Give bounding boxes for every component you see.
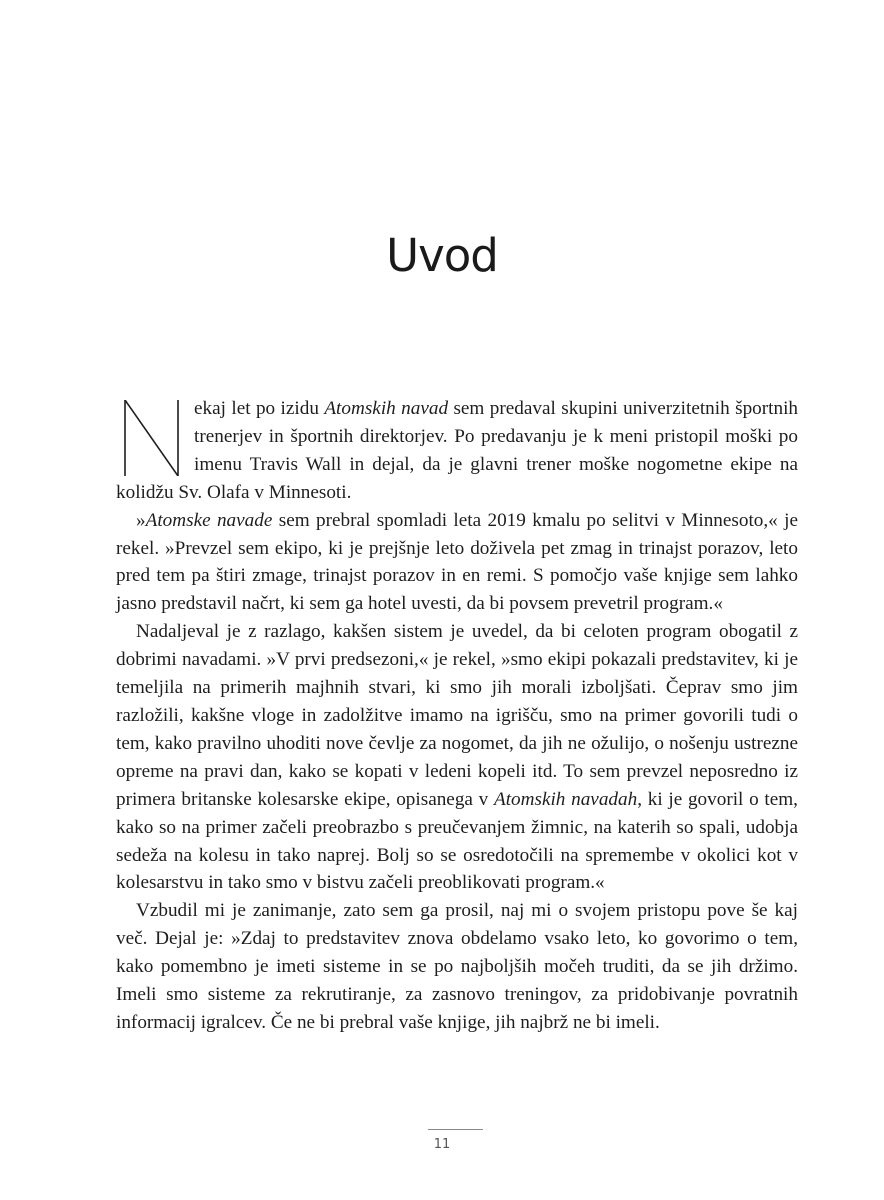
- paragraph-4: [116, 897, 798, 1037]
- paragraph-3-seg-0: Nadaljeval je z razlago, kakšen sistem je uvedel, da bi celoten program obogatil z dobrimi navadami. »V prvi predsezoni,« je rekel, »smo ekipi pokazali predstavitev, ki je temeljila na primerih majhnih stvari, ki smo jih morali izboljšati. Čeprav smo jim razložili, kakšne vloge in zadolžitve imamo na igrišču, smo na primer govorili tudi o tem, kako pravilno uhoditi nove čevlje za nogomet, da jih ne ožulijo, o nošenju ustrezne opreme na pravi dan, kako se kopati v ledeni kopeli itd. To sem prevzel neposredno iz primera britanske kolesarske ekipe, opisanega v: [116, 621, 798, 810]
- book-title-italic: Atomskih navadah: [493, 788, 638, 810]
- paragraph-2-seg-0: »: [136, 509, 146, 531]
- footer-divider: [428, 1129, 483, 1130]
- paragraph-1: [116, 395, 798, 507]
- drop-cap-letter-icon: [124, 400, 179, 476]
- body-text: [116, 395, 798, 1037]
- paragraph-1-seg-0: ekaj let po izidu: [194, 398, 325, 419]
- paragraph-4-seg-0: Vzbudil mi je zanimanje, zato sem ga prosil, naj mi o svojem pristopu pove še kaj več. Dejal je: »Zdaj to predstavitev znova obdelamo vsako leto, ko govorimo o tem, kako pomembno je imeti sisteme in se po najboljših močeh truditi, da se jih držimo. Imeli smo sisteme za rekrutiranje, za zasnovo treningov, za pridobivanje povratnih informacij igralcev. Če ne bi prebral vaše knjige, jih najbrž ne bi imeli.: [116, 900, 798, 1033]
- page-number: 11: [433, 1137, 451, 1152]
- paragraph-3: [116, 618, 798, 897]
- book-title-italic: Atomskih navad: [324, 398, 449, 419]
- chapter-title: Uvod: [386, 229, 498, 282]
- paragraph-2: [116, 507, 798, 619]
- paragraph-2-seg-2: sem prebral spomladi leta 2019 kmalu po selitvi v Minnesoto,« je rekel. »Prevzel sem ekipo, ki je prejšnje leto doživela pet zmag in trinajst porazov, leto pred tem pa štiri zmage, trinajst porazov in en remi. S pomočjo vaše knjige sem lahko jasno predstavil načrt, ki sem ga hotel uvesti, da bi povsem prevetril program.«: [116, 509, 798, 615]
- paragraph-3-seg-2: , ki je govoril o tem, kako so na primer začeli preobrazbo s preučevanjem žimnic, na katerih so spali, udobja sedeža na kolesu in tako naprej. Bolj so se osredotočili na spremembe v okolici kot v kolesarstvu in tako smo v bistvu začeli preoblikovati program.«: [116, 788, 798, 894]
- book-title-italic: Atomske navade: [145, 509, 273, 531]
- drop-cap-n: [124, 400, 179, 476]
- paragraph-1-seg-2: sem predaval skupini univerzitetnih športnih trenerjev in športnih direktorjev. Po predavanju je k meni pristopil moški po imenu Travis Wall in dejal, da je glavni trener moške nogometne ekipe na kolidžu Sv. Olafa v Minnesoti.: [116, 398, 798, 503]
